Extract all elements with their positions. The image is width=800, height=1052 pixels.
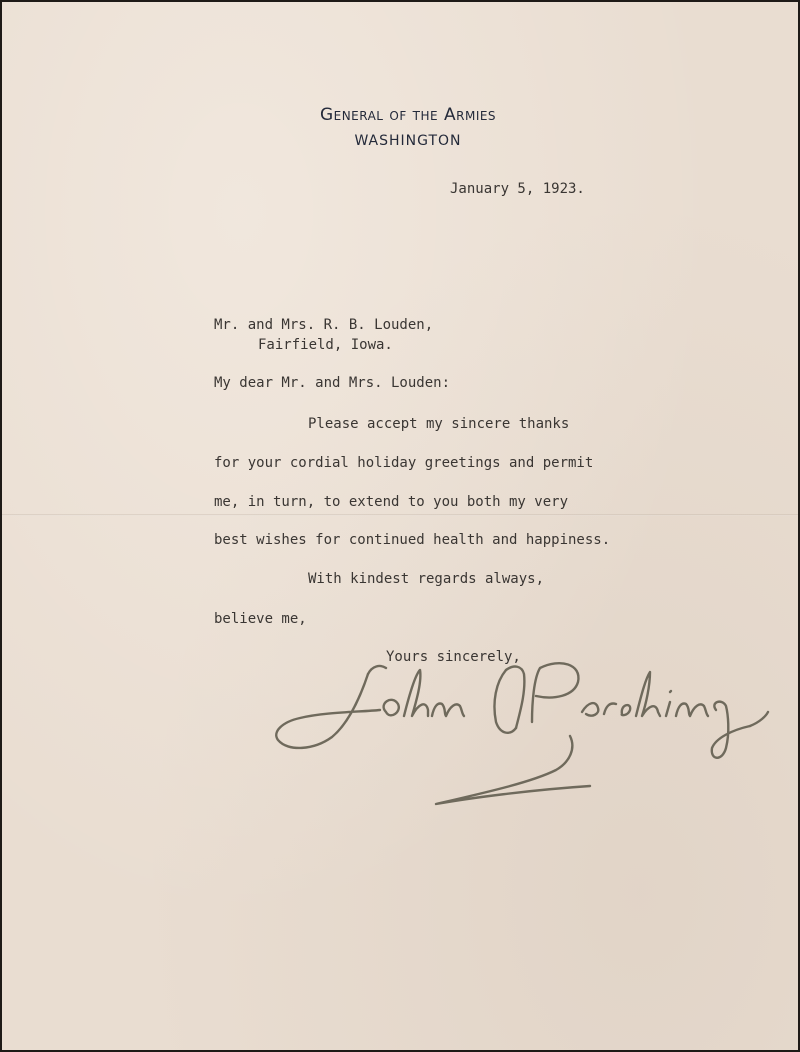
closing: Yours sincerely,: [386, 649, 521, 665]
letter-date: January 5, 1923.: [450, 181, 585, 197]
letterhead-city: WASHINGTON: [354, 133, 462, 149]
addressee-name: Mr. and Mrs. R. B. Louden,: [214, 317, 434, 333]
handwritten-signature: [270, 649, 790, 822]
paper-fold-crease: [2, 514, 798, 516]
body-line-6: believe me,: [214, 611, 307, 627]
salutation: My dear Mr. and Mrs. Louden:: [214, 375, 451, 391]
body-line-3: me, in turn, to extend to you both my very: [214, 494, 569, 510]
body-line-5: With kindest regards always,: [308, 571, 545, 587]
letterhead-title-text: General of the Armies: [319, 105, 497, 125]
letterhead-title: [2, 105, 800, 125]
body-line-4: best wishes for continued health and happiness.: [214, 532, 611, 548]
body-line-2: for your cordial holiday greetings and permit: [214, 455, 594, 471]
addressee-location: Fairfield, Iowa.: [258, 337, 393, 353]
body-line-1: Please accept my sincere thanks: [308, 416, 570, 432]
